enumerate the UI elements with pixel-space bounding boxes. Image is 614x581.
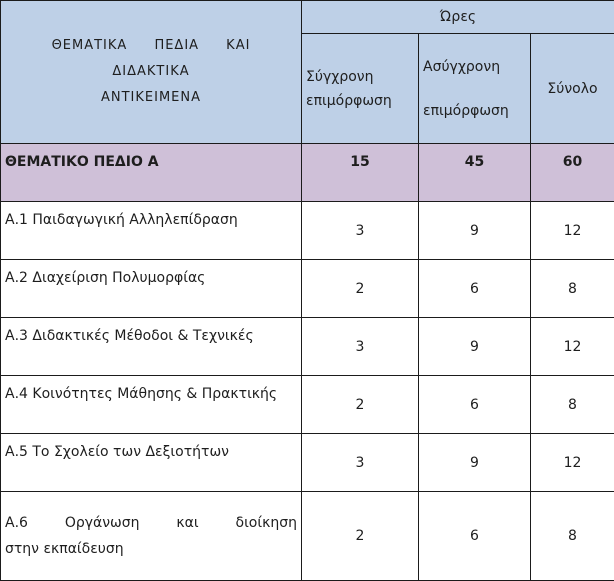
table-row bbox=[1, 434, 614, 492]
row-label: Α.4 Κοινότητες Μάθησης & Πρακτικής bbox=[1, 376, 302, 434]
theme-total: 60 bbox=[531, 144, 614, 202]
row-total: 12 bbox=[531, 318, 614, 376]
header-hours: Ώρες bbox=[302, 1, 614, 34]
header-async bbox=[419, 34, 531, 144]
theme-label: ΘΕΜΑΤΙΚΟ ΠΕΔΙΟ Α bbox=[1, 144, 302, 202]
row-sync: 3 bbox=[302, 202, 419, 260]
row-total: 12 bbox=[531, 434, 614, 492]
header-sync bbox=[302, 34, 419, 144]
row-total: 8 bbox=[531, 260, 614, 318]
row-label: Α.1 Παιδαγωγική Αλληλεπίδραση bbox=[1, 202, 302, 260]
row-label-line2: στην εκπαίδευση bbox=[5, 541, 124, 557]
table-row bbox=[1, 202, 614, 260]
row-label bbox=[1, 492, 302, 581]
header-title-line1: ΘΕΜΑΤΙΚΑ ΠΕΔΙΑ ΚΑΙ bbox=[51, 38, 251, 53]
header-title-line2: ΔΙΔΑΚΤΙΚΑ bbox=[112, 64, 190, 79]
row-label: Α.5 Το Σχολείο των Δεξιοτήτων bbox=[1, 434, 302, 492]
row-sync: 2 bbox=[302, 492, 419, 581]
row-async: 6 bbox=[419, 376, 531, 434]
table-row bbox=[1, 260, 614, 318]
row-label: Α.3 Διδακτικές Μέθοδοι & Τεχνικές bbox=[1, 318, 302, 376]
row-label-word: Οργάνωση bbox=[64, 515, 140, 531]
theme-async: 45 bbox=[419, 144, 531, 202]
row-label: Α.2 Διαχείριση Πολυμορφίας bbox=[1, 260, 302, 318]
row-sync: 2 bbox=[302, 260, 419, 318]
header-total: Σύνολο bbox=[531, 34, 614, 144]
row-total: 8 bbox=[531, 492, 614, 581]
table-row bbox=[1, 492, 614, 581]
row-async: 9 bbox=[419, 318, 531, 376]
table-row bbox=[1, 318, 614, 376]
header-sync-line2: επιμόρφωση bbox=[306, 92, 392, 109]
row-sync: 3 bbox=[302, 434, 419, 492]
header-title-line3: ΑΝΤΙΚΕΙΜΕΝΑ bbox=[100, 90, 201, 105]
row-total: 12 bbox=[531, 202, 614, 260]
row-label-word: Α.6 bbox=[5, 515, 28, 531]
table-row bbox=[1, 376, 614, 434]
header-title-cell bbox=[1, 1, 302, 144]
row-async: 6 bbox=[419, 492, 531, 581]
row-label-word: και bbox=[176, 515, 199, 531]
row-async: 9 bbox=[419, 202, 531, 260]
header-async-line1: Ασύγχρονη bbox=[423, 58, 501, 75]
header-async-line2: επιμόρφωση bbox=[423, 102, 509, 119]
row-async: 9 bbox=[419, 434, 531, 492]
row-total: 8 bbox=[531, 376, 614, 434]
row-label-word: διοίκηση bbox=[235, 515, 297, 531]
header-sync-line1: Σύγχρονη bbox=[306, 68, 374, 85]
row-sync: 2 bbox=[302, 376, 419, 434]
row-label-line1 bbox=[5, 510, 297, 536]
row-sync: 3 bbox=[302, 318, 419, 376]
row-async: 6 bbox=[419, 260, 531, 318]
theme-sync: 15 bbox=[302, 144, 419, 202]
